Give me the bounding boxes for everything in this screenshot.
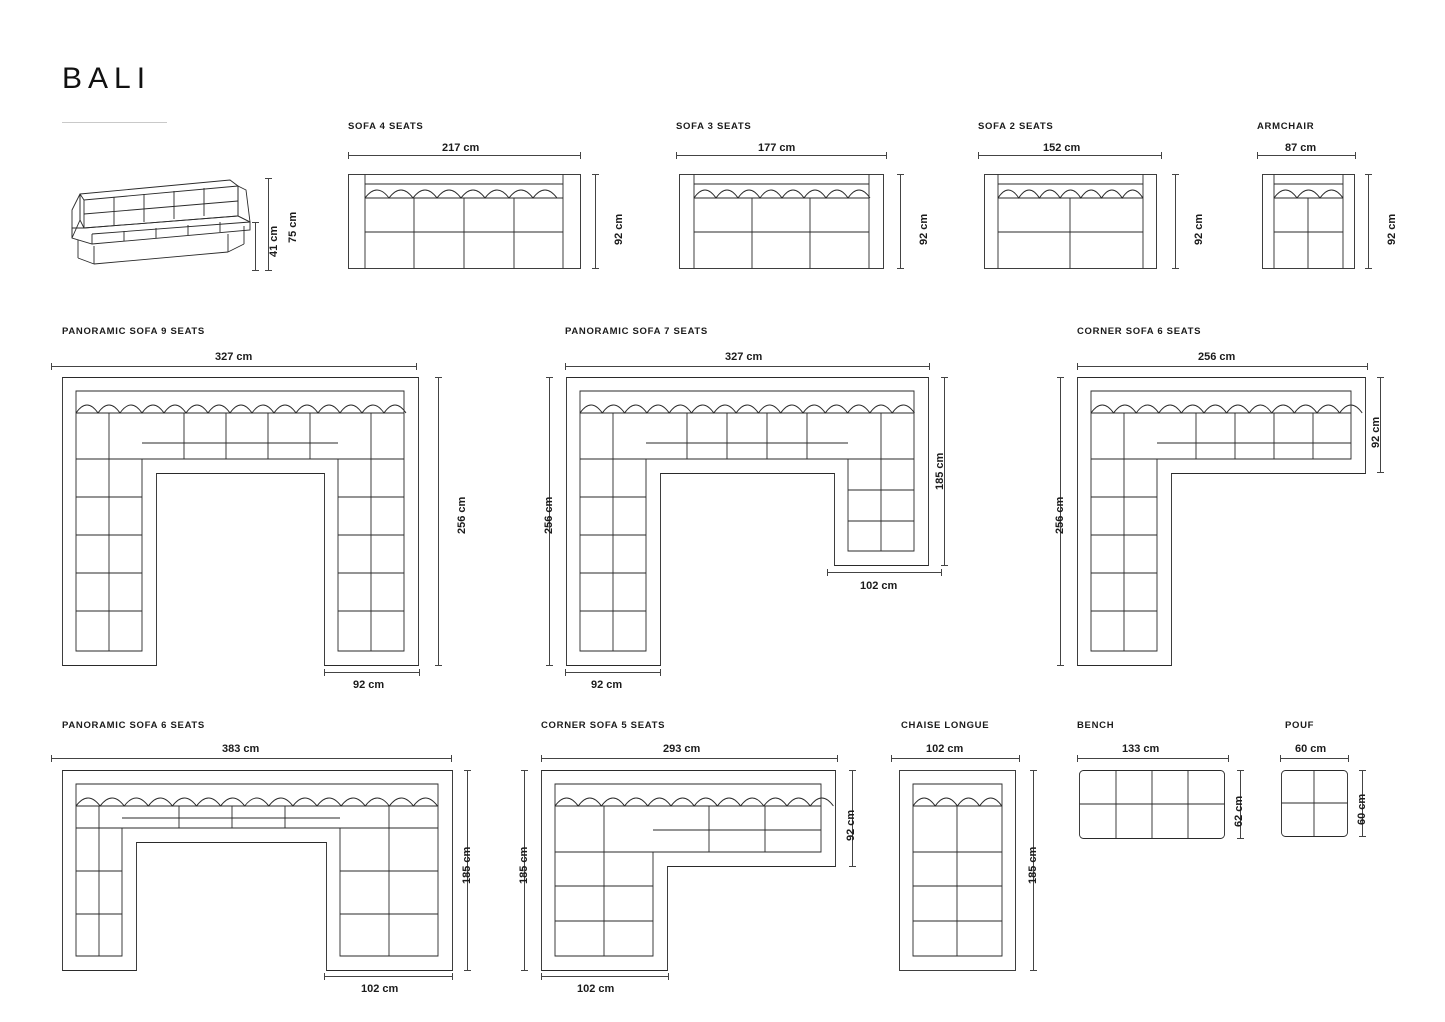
plan-sofa-4-seats (348, 174, 583, 270)
tick (592, 268, 599, 269)
dim-sofa4-depth: 92 cm (613, 213, 625, 245)
dim-pano7-arm: 92 cm (591, 679, 623, 691)
tick (1257, 152, 1258, 159)
tick (1030, 970, 1037, 971)
plan-panoramic-sofa-6-seats (62, 770, 462, 972)
plan-pouf (1281, 770, 1351, 840)
tick (668, 973, 669, 980)
dimline-pano9-width (51, 366, 416, 367)
dim-pano7-width: 327 cm (725, 351, 763, 363)
dim-pano7-depth: 256 cm (543, 496, 555, 534)
tick (435, 377, 442, 378)
dimline-pano7-arm (565, 672, 660, 673)
tick (451, 755, 452, 762)
dimline-sofa4-width (348, 155, 580, 156)
dim-pano6-width: 383 cm (222, 743, 260, 755)
dim-pouf-depth: 60 cm (1356, 793, 1368, 825)
tick (941, 565, 948, 566)
dim-corner6-arm: 92 cm (1370, 416, 1382, 448)
tick (51, 755, 52, 762)
tick (1077, 363, 1078, 370)
tick (941, 569, 942, 576)
label-sofa-4-seats: SOFA 4 SEATS (348, 121, 424, 132)
tick (886, 152, 887, 159)
dim-pano7-right-depth: 185 cm (934, 452, 946, 490)
tick (929, 363, 930, 370)
dim-pano6-depth: 185 cm (461, 846, 473, 884)
tick (521, 770, 528, 771)
dim-chaise-width: 102 cm (926, 743, 964, 755)
dim-sofa3-depth: 92 cm (918, 213, 930, 245)
dim-sofa3-width: 177 cm (758, 142, 796, 154)
dimline-sofa3-width (676, 155, 886, 156)
tick (849, 866, 856, 867)
dimline-corner6-width (1077, 366, 1367, 367)
tick (1280, 755, 1281, 762)
tick (660, 669, 661, 676)
dimline-pano9-arm (324, 672, 419, 673)
label-sofa-2-seats: SOFA 2 SEATS (978, 121, 1054, 132)
perspective-view (62, 172, 262, 282)
perspective-seat-line (255, 222, 256, 270)
tick (1030, 770, 1037, 771)
tick (1057, 665, 1064, 666)
tick (837, 755, 838, 762)
label-panoramic-sofa-7-seats: PANORAMIC SOFA 7 SEATS (565, 326, 708, 337)
tick (1359, 836, 1366, 837)
dimline-pano9-depth (438, 377, 439, 665)
tick (1377, 377, 1384, 378)
tick (941, 377, 948, 378)
dimline-pouf-width (1280, 758, 1348, 759)
tick (580, 152, 581, 159)
label-pouf: POUF (1285, 720, 1315, 731)
dim-corner6-depth: 256 cm (1054, 496, 1066, 534)
tick (1228, 755, 1229, 762)
dim-sofa2-depth: 92 cm (1193, 213, 1205, 245)
dim-corner6-width: 256 cm (1198, 351, 1236, 363)
perspective-seat-height: 41 cm (268, 225, 280, 257)
tick (849, 770, 856, 771)
tick (252, 270, 259, 271)
plan-corner-sofa-5-seats (541, 770, 839, 972)
label-chaise-longue: CHAISE LONGUE (901, 720, 990, 731)
tick (435, 665, 442, 666)
tick (1172, 174, 1179, 175)
label-panoramic-sofa-9-seats: PANORAMIC SOFA 9 SEATS (62, 326, 205, 337)
tick (1365, 268, 1372, 269)
tick (252, 222, 259, 223)
tick (348, 152, 349, 159)
dim-pano9-width: 327 cm (215, 351, 253, 363)
label-corner-sofa-6-seats: CORNER SOFA 6 SEATS (1077, 326, 1202, 337)
dim-pano9-arm: 92 cm (353, 679, 385, 691)
dim-pouf-width: 60 cm (1295, 743, 1327, 755)
dimline-pano7-width (565, 366, 929, 367)
tick (1359, 770, 1366, 771)
dimline-pano6-arm (324, 976, 452, 977)
label-sofa-3-seats: SOFA 3 SEATS (676, 121, 752, 132)
dim-sofa4-width: 217 cm (442, 142, 480, 154)
tick (891, 755, 892, 762)
dim-armchair-width: 87 cm (1285, 142, 1317, 154)
tick (1019, 755, 1020, 762)
label-armchair: ARMCHAIR (1257, 121, 1315, 132)
plan-corner-sofa-6-seats (1077, 377, 1369, 667)
plan-panoramic-sofa-9-seats (62, 377, 424, 667)
tick (324, 669, 325, 676)
dim-pano9-depth: 256 cm (456, 496, 468, 534)
tick (51, 363, 52, 370)
dimline-pano6-width (51, 758, 451, 759)
plan-sofa-3-seats (679, 174, 889, 270)
dim-bench-width: 133 cm (1122, 743, 1160, 755)
tick (1161, 152, 1162, 159)
dimline-sofa3-depth (900, 174, 901, 268)
tick (265, 178, 272, 179)
dimline-corner5-width (541, 758, 837, 759)
page-title: BALI (62, 62, 152, 95)
tick (1237, 838, 1244, 839)
dim-chaise-depth: 185 cm (1027, 846, 1039, 884)
plan-panoramic-sofa-7-seats (566, 377, 931, 667)
tick (464, 770, 471, 771)
label-corner-sofa-5-seats: CORNER SOFA 5 SEATS (541, 720, 666, 731)
tick (541, 973, 542, 980)
title-divider (62, 122, 167, 123)
tick (464, 970, 471, 971)
tick (521, 970, 528, 971)
tick (416, 363, 417, 370)
tick (1057, 377, 1064, 378)
dim-corner5-right-depth: 92 cm (845, 809, 857, 841)
tick (1355, 152, 1356, 159)
dimline-sofa4-depth (595, 174, 596, 268)
dim-corner5-depth: 185 cm (518, 846, 530, 884)
tick (565, 669, 566, 676)
tick (324, 973, 325, 980)
plan-chaise-longue (899, 770, 1024, 972)
dim-armchair-depth: 92 cm (1386, 213, 1398, 245)
tick (565, 363, 566, 370)
perspective-total-height: 75 cm (287, 211, 299, 243)
tick (897, 174, 904, 175)
dim-pano7-right-width: 102 cm (860, 580, 898, 592)
tick (1172, 268, 1179, 269)
dimline-bench-width (1077, 758, 1228, 759)
dim-bench-depth: 62 cm (1233, 795, 1245, 827)
tick (1237, 770, 1244, 771)
dim-pano6-arm: 102 cm (361, 983, 399, 995)
dim-corner5-width: 293 cm (663, 743, 701, 755)
tick (978, 152, 979, 159)
dimline-armchair-width (1257, 155, 1355, 156)
tick (1077, 755, 1078, 762)
tick (1367, 363, 1368, 370)
tick (1365, 174, 1372, 175)
tick (452, 973, 453, 980)
dimline-chaise-width (891, 758, 1019, 759)
plan-armchair (1262, 174, 1362, 270)
tick (265, 270, 272, 271)
tick (676, 152, 677, 159)
tick (546, 377, 553, 378)
tick (546, 665, 553, 666)
tick (541, 755, 542, 762)
tick (1348, 755, 1349, 762)
tick (897, 268, 904, 269)
dimline-armchair-depth (1368, 174, 1369, 268)
tick (1377, 472, 1384, 473)
plan-bench (1079, 770, 1229, 840)
dim-sofa2-width: 152 cm (1043, 142, 1081, 154)
dim-corner5-arm: 102 cm (577, 983, 615, 995)
label-panoramic-sofa-6-seats: PANORAMIC SOFA 6 SEATS (62, 720, 205, 731)
tick (592, 174, 599, 175)
tick (419, 669, 420, 676)
dimline-sofa2-width (978, 155, 1161, 156)
dimline-sofa2-depth (1175, 174, 1176, 268)
plan-sofa-2-seats (984, 174, 1164, 270)
label-bench: BENCH (1077, 720, 1115, 731)
dimline-corner5-arm (541, 976, 668, 977)
